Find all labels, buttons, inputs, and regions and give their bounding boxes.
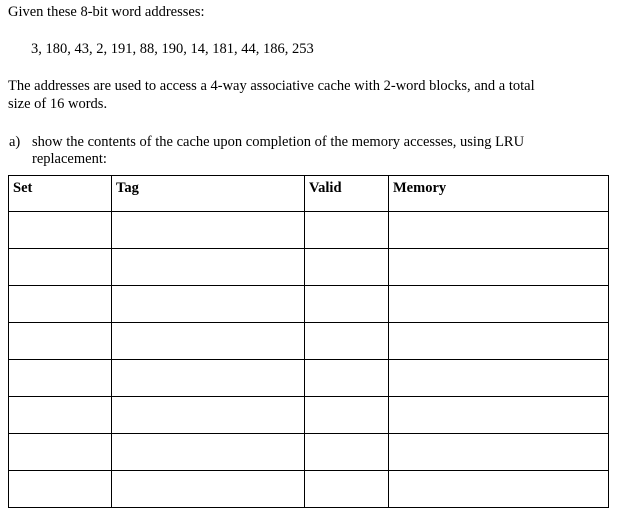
valid-cell xyxy=(305,360,389,397)
set-cell xyxy=(9,323,112,360)
valid-cell xyxy=(305,323,389,360)
memory-cell xyxy=(389,434,609,471)
set-cell xyxy=(9,249,112,286)
memory-cell xyxy=(389,323,609,360)
set-cell xyxy=(9,471,112,508)
table-row xyxy=(9,323,609,360)
set-cell xyxy=(9,360,112,397)
address-list: 3, 180, 43, 2, 191, 88, 190, 14, 181, 44, 186, 253 xyxy=(31,41,314,57)
header-set: Set xyxy=(9,176,112,212)
table-row xyxy=(9,212,609,249)
memory-cell xyxy=(389,249,609,286)
set-cell xyxy=(9,397,112,434)
set-cell xyxy=(9,212,112,249)
cache-table xyxy=(8,175,609,508)
table-row xyxy=(9,471,609,508)
header-valid: Valid xyxy=(305,176,389,212)
table-row xyxy=(9,249,609,286)
description-line-1: The addresses are used to access a 4-way associative cache with 2-word blocks, and a total xyxy=(8,78,535,94)
description-line-2: size of 16 words. xyxy=(8,96,108,112)
tag-cell xyxy=(112,434,305,471)
memory-cell xyxy=(389,360,609,397)
set-cell xyxy=(9,286,112,323)
tag-cell xyxy=(112,323,305,360)
header-memory: Memory xyxy=(389,176,609,212)
memory-cell xyxy=(389,397,609,434)
tag-cell xyxy=(112,360,305,397)
table-header-row xyxy=(9,176,609,212)
valid-cell xyxy=(305,212,389,249)
table-row xyxy=(9,360,609,397)
memory-cell xyxy=(389,471,609,508)
tag-cell xyxy=(112,212,305,249)
valid-cell xyxy=(305,249,389,286)
question-a-line-2: replacement: xyxy=(32,151,107,167)
intro-text: Given these 8-bit word addresses: xyxy=(8,4,205,20)
tag-cell xyxy=(112,249,305,286)
question-a-line-1: show the contents of the cache upon completion of the memory accesses, using LRU xyxy=(32,134,525,150)
tag-cell xyxy=(112,471,305,508)
tag-cell xyxy=(112,286,305,323)
table-row xyxy=(9,434,609,471)
valid-cell xyxy=(305,397,389,434)
table-row xyxy=(9,397,609,434)
header-tag: Tag xyxy=(112,176,305,212)
valid-cell xyxy=(305,286,389,323)
valid-cell xyxy=(305,471,389,508)
set-cell xyxy=(9,434,112,471)
table-row xyxy=(9,286,609,323)
memory-cell xyxy=(389,212,609,249)
tag-cell xyxy=(112,397,305,434)
question-a-marker: a) xyxy=(9,134,21,150)
valid-cell xyxy=(305,434,389,471)
memory-cell xyxy=(389,286,609,323)
